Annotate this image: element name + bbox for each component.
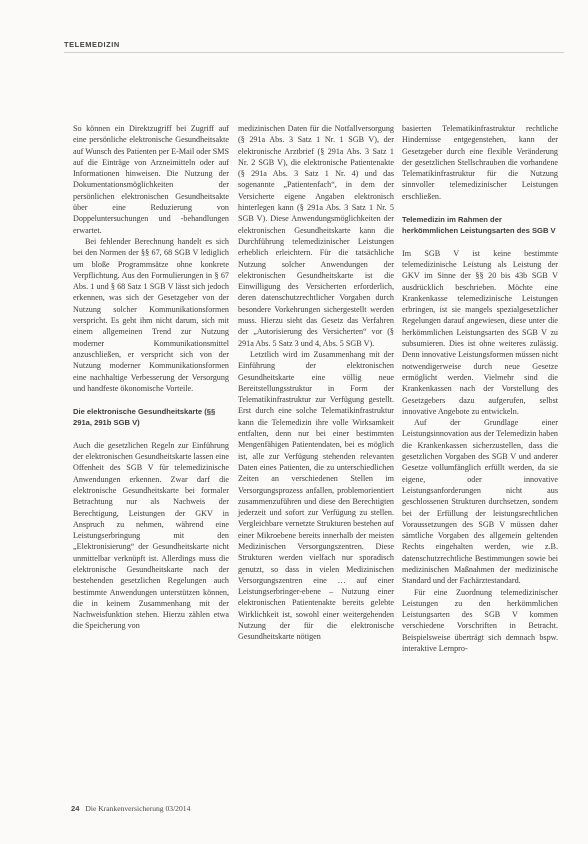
body-paragraph: Für eine Zuordnung telemedizinischer Leistungen zu den herkömmlichen Leistungsarten des SGB V kommen verschiedene Vorschriften in Betracht. Beispielsweise überträgt sich demnach bspw. interaktive Lernpro-	[402, 587, 558, 654]
heading-spacer	[73, 429, 229, 440]
text-column-2	[238, 123, 394, 643]
body-paragraph: So können ein Direktzugriff bei Zugriff auf eine persönliche elektronische Gesundheitsakte auf Wunsch des Patienten per E-Mail oder SMS auf die Einträge von Arzneimitteln oder auf Informationen hinweisen. Die Nutzung der Dokumentationsmöglichkeiten der persönlichen elektronischen Gesundheitsakte über eine Reduzierung von Doppeluntersuchungen und -behandlungen erwartet.	[73, 124, 229, 235]
section-heading: Telemedizin im Rahmen der herkömmlichen Leistungsarten des SGB V	[402, 215, 556, 235]
section-spacer	[402, 202, 558, 215]
section-heading: Die elektronische Gesundheitskarte (§§ 291a, 291b SGB V)	[73, 407, 216, 427]
header-rule	[64, 52, 564, 53]
text-column-3	[402, 123, 558, 654]
page-number: 24	[71, 804, 80, 813]
body-paragraph: medizinischen Daten für die Notfallversorgung (§ 291a Abs. 3 Satz 1 Nr. 1 SGB V), der elektronische Arztbrief (§ 291a Abs. 3 Satz 1 Nr. 2 SGB V), die elektronische Patientenakte (§ 291a Abs. 3 Satz 1 Nr. 4) und das sogenannte „Patientenfach“, in dem der Versicherte eigene Angaben elektronisch hinterlegen kann (§ 291a Abs. 3 Satz 1 Nr. 5 SGB V). Diese Anwendungsmöglichkeiten der elektronischen Gesundheitskarte kann die Durchführung telemedizinischer Leistungen erheblich erleichtern. Für die tatsächliche Nutzung solcher Anwendungen der elektronischen Gesundheitskarte ist die Einwilligung des Versicherten erforderlich, deren datenschutzrechtlicher Vorgaben durch besondere Vorkehrungen sichergestellt werden muss. Hierzu sieht das Gesetz das Verfahren der „Autorisierung des Versicherten“ vor (§ 291a Abs. 5 Satz 3 und 4, Abs. 5 SGB V).	[238, 124, 394, 348]
body-paragraph: Bei fehlender Berechnung handelt es sich bei den Normen der §§ 67, 68 SGB V lediglich um bloße Programmsätze ohne konkrete Verpflichtung. Aus den Formulierungen in § 67 Abs. 1 und § 68 Satz 1 SGB V lässt sich jedoch erkennen, was sich der Gesetzgeber von der Nutzung solcher Kommunikationsformen verspricht. Es geht ihm nicht darum, sich mit einem allgemeinen Trend zur Nutzung moderner Kommunikationsmittel anzuschließen, er verspricht sich von der Nutzung moderner Kommunikationsformen eine nachhaltige Verbesserung der Versorgung und handfeste ökonomische Vorteile.	[73, 236, 229, 393]
running-head: TELEMEDIZIN	[64, 40, 120, 49]
body-paragraph: Auf der Grundlage einer Leistungsinnovation aus der Telemedizin haben die Krankenkassen sicherzustellen, dass die gesetzlichen Vorgaben des SGB V und anderer Gesetze vollumfänglich erfüllt werden, da sie eigene, oder innovative Leistungsanforderungen nicht aus geschlossenen Strukturen durchsetzen, sondern bei der Erfüllung der leistungsrechtlichen Voraussetzungen des SGB V müssen daher sämtliche Vorgaben des allgemein geltenden Rechts eingehalten werden, wie z.B. datenschutzrechtliche Bestimmungen sowie bei medizinischen Maßnahmen der medizinische Standard und der Fachärztestandard.	[402, 418, 558, 586]
body-paragraph: Letztlich wird im Zusammenhang mit der Einführung der elektronischen Gesundheitskarte eine völlig neue Bereitstellungsstruktur in Form der Telematikinfrastruktur zur Verfügung gestellt. Erst durch eine solche Telematikinfrastruktur kann die Telemedizin ihre volle Wirksamkeit entfalten, denn nur bei einer bestimmten Mengenfähigen Patientendaten, bei es möglich ist, alle zur Verfügung stehenden relevanten Daten eines Patienten, die zu unterschiedlichen Zeiten an verschiedenen Stellen im Versorgungsprozess anfallen, problemorientiert zusammenzuführen und diese den Berechtigten jederzeit und sofort zur Verfügung zu stellen. Vergleichbare vernetzte Strukturen bestehen auf einer Mikroebene bereits innerhalb der meisten Medizinischen Versorgungszentren. Diese Strukturen werden vielfach nur sporadisch genutzt, so dass in vielen Medizinischen Versorgungszentren eine … auf einer Leistungserbringer-ebene – Nutzung einer elektronischen Patientenakte bereits gelebte Wirklichkeit ist, sowohl einer weitergehenden Nutzung der für die elektronische Gesundheitskarte nötigen	[238, 349, 394, 642]
text-column-1	[73, 123, 229, 632]
section-spacer	[73, 394, 229, 407]
body-paragraph: basierten Telematikinfrastruktur rechtliche Hindernisse entgegenstehen, kann der Gesetzgeber durch eine flexible Veränderung der gesetzlichen Stellschrauben die vorhandene Telematikinfrastruktur für die Nutzung sinnvoller telemedizinischer Leistungen erschließen.	[402, 124, 558, 201]
heading-spacer	[402, 237, 558, 248]
body-paragraph: Im SGB V ist keine bestimmte telemedizinische Leistung als Leistung der GKV im Sinne der §§ 20 bis 43b SGB V ausdrücklich beschrieben. Möchte eine Krankenkasse telemedizinische Leistungen erbringen, ist sie mangels spezialgesetzlicher Regelungen darauf angewiesen, diese unter die herkömmlichen Leistungsarten des SGB V zu subsumieren. Dies ist ohne weiteres zulässig. Denn innovative Leistungsformen müssen nicht notwendigerweise durch neue Gesetze ermöglicht werden. Vielmehr sind die Krankenkassen nach der Vorstellung des Gesetzgebers dazu aufgerufen, selbst innovative Angebote zu entwickeln.	[402, 248, 558, 416]
page-footer	[71, 804, 190, 813]
journal-name: Die Krankenversicherung 03/2014	[85, 804, 191, 813]
body-paragraph: Auch die gesetzlichen Regeln zur Einführung der elektronischen Gesundheitskarte lassen eine Offenheit des SGB V für telemedizinische Anwendungen erkennen. Zwar darf die elektronische Gesundheitskarte bei formaler Betrachtung nur als Nachweis der Berechtigung, Leistungen der GKV in Anspruch zu nehmen, während eine Leistungserbringung mit den „Elektronisierung“ der Gesundheitskarte nicht unmittelbar verknüpft ist. Allerdings muss die elektronische Gesundheitskarte nach der bestehenden gesetzlichen Regelungen auch bestimmte Anwendungen unterstützen können, die in keinem Zusammenhang mit der Nachweisfunktion stehen. Hierzu zählen etwa die Speicherung von	[73, 440, 229, 631]
